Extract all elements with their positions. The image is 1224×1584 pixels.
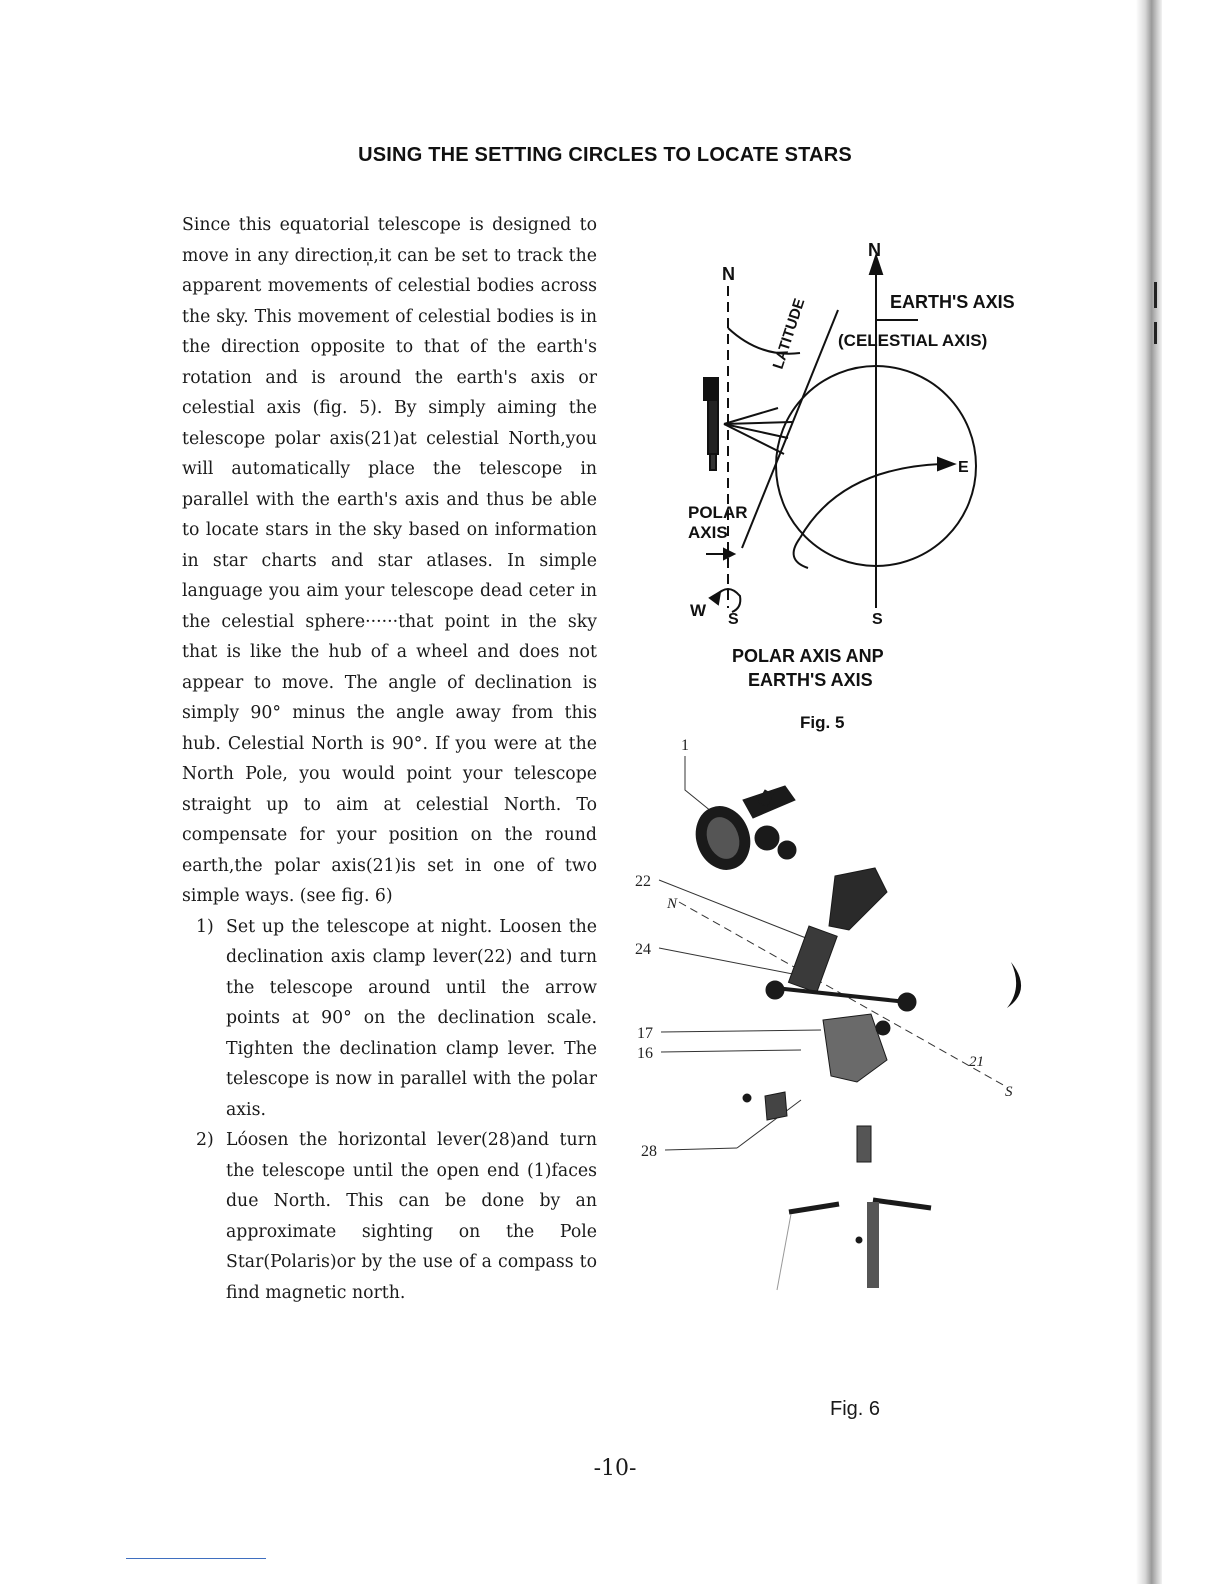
fig6-callout: 28 <box>641 1143 657 1160</box>
fig5-label-west: W <box>690 601 707 620</box>
fig6-caption: Fig. 6 <box>830 1398 881 1420</box>
fig6-callout: 24 <box>635 941 651 958</box>
footer-rule <box>126 1558 266 1559</box>
fig5-label-polar: POLAR <box>688 503 748 522</box>
edge-mark <box>1154 282 1157 308</box>
fig6-axis-number: 21 <box>969 1054 984 1070</box>
fig5-label-latitude: LATITUDE <box>769 296 809 372</box>
binding-spine <box>1136 0 1162 1584</box>
fig6-callout: 16 <box>637 1045 653 1062</box>
fig6-callout: 22 <box>635 873 651 890</box>
edge-mark <box>1154 322 1157 344</box>
step-text: Lóosen the horizontal lever(28)and turn the telescope until the open end (1)faces due North. This can be done by an approximate sighting on the Pole Star(Polaris)or by the use of a compass to find magnetic north. <box>226 1130 597 1303</box>
fig5-label-axis: AXIS <box>688 523 728 542</box>
fig6-axis-south: S <box>1005 1084 1013 1100</box>
intro-paragraph: Since this equatorial telescope is designed to move in any direction̩,it can be set to track the apparent movements of celestial bodies across the sky. This movement of celestial bodies is in the direction opposite to that of the earth's rotation and is around the earth's axis or celestial axis (fig. 5). By simply aiming the telescope polar axis(21)at celestial North,you will automatically place the telescope in parallel with the earth's axis and thus be able to locate stars in the sky based on information in star charts and star atlases. In simple language you aim your telescope dead ceter in the celestial sphere······that point in the sky that is like the hub of a wheel and does not appear to move. The angle of declination is simply 90° minus the angle away from this hub. Celestial North is 90°. If you were at the North Pole, you would point your telescope straight up to aim at celestial North. To compensate for your position on the round earth,the polar axis(21)is set in one of two simple ways. (see fig. 6) <box>182 215 597 906</box>
fig5-label-n-right: N <box>868 240 881 260</box>
step-item <box>182 912 597 1126</box>
fig5-label-s-left: S <box>728 611 739 628</box>
step-item <box>182 1125 597 1308</box>
fig6-axis-north: N <box>667 896 678 912</box>
fig6-callout: 1 <box>681 737 689 754</box>
fig6-callout: 17 <box>637 1025 653 1042</box>
fig5-label-celestial-axis: (CELESTIAL AXIS) <box>838 331 988 350</box>
page-title: USING THE SETTING CIRCLES TO LOCATE STARS <box>358 144 852 166</box>
fig5-caption-line2: EARTH'S AXIS <box>748 670 873 690</box>
fig5-caption-line1: POLAR AXIS ANP <box>732 646 884 666</box>
fig5-label-earths-axis: EARTH'S AXIS <box>890 292 1015 312</box>
step-text: Set up the telescope at night. Loosen the declination axis clamp lever(22) and turn the telescope around until the arrow points at 90° on the declination scale. Tighten the declination clamp lever. The telescope is now in parallel with the polar axis. <box>226 916 597 1120</box>
figure-6-illustration <box>625 730 1055 1330</box>
page-number: -10- <box>593 1456 637 1481</box>
step-number: 2) <box>196 1130 214 1150</box>
fig5-label-n-left: N <box>722 264 735 284</box>
fig5-label-east: E <box>958 459 969 476</box>
figure-5-diagram <box>680 228 1080 748</box>
step-number: 1) <box>196 916 214 937</box>
fig5-fig-label: Fig. 5 <box>800 713 845 732</box>
fig5-label-s-right: S <box>872 611 883 628</box>
body-text-column <box>182 210 597 1308</box>
